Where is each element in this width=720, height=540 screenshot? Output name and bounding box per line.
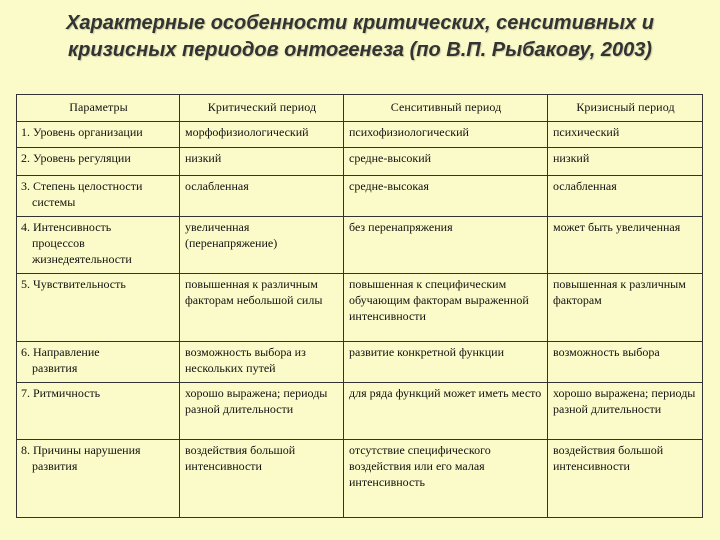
crisis-cell: низкий [548,148,703,176]
slide-title-line-2: кризисных периодов онтогенеза (по В.П. Рыбакову, 2003) [68,39,652,61]
row-parameter [17,122,180,148]
crisis-cell: психический [548,122,703,148]
crisis-cell: возможность выбора [548,342,703,383]
parameter-line: развития [32,361,78,375]
critical-cell: ослабленная [180,176,344,217]
crisis-cell: ослабленная [548,176,703,217]
parameter-line: 2. Уровень регуляции [21,151,131,165]
parameter-line: 5. Чувствительность [21,277,126,291]
parameter-line: жизнедеятельности [32,252,132,266]
critical-cell: хорошо выражена; периоды разной длительности [180,383,344,440]
row-parameter [17,342,180,383]
table-header-row [17,95,703,122]
header-parameters: Параметры [17,95,180,122]
critical-cell: низкий [180,148,344,176]
comparison-table [16,94,703,518]
table-row [17,176,703,217]
crisis-cell: воздействия большой интенсивности [548,440,703,518]
sensitive-cell: без перенапряжения [344,217,548,274]
header-crisis-period: Кризисный период [548,95,703,122]
parameter-line: 4. Интенсивность [21,220,112,234]
sensitive-cell: для ряда функций может иметь место [344,383,548,440]
parameter-line: процессов [32,236,85,250]
crisis-cell: хорошо выражена; периоды разной длительности [548,383,703,440]
sensitive-cell: повышенная к специфическим обучающим факторам выраженной интенсивности [344,274,548,342]
table-row [17,342,703,383]
critical-cell: повышенная к различным факторам небольшой силы [180,274,344,342]
parameter-line: развития [32,459,78,473]
table-row [17,148,703,176]
sensitive-cell: психофизиологический [344,122,548,148]
table-row [17,383,703,440]
sensitive-cell: средне-высокий [344,148,548,176]
slide-title-line-1: Характерные особенности критических, сенситивных и [66,12,654,34]
sensitive-cell: средне-высокая [344,176,548,217]
critical-cell: морфофизиологический [180,122,344,148]
critical-cell: воздействия большой интенсивности [180,440,344,518]
parameter-line: 6. Направление [21,345,100,359]
sensitive-cell: развитие конкретной функции [344,342,548,383]
parameter-line: системы [32,195,76,209]
slide-title [0,10,720,64]
row-parameter [17,383,180,440]
row-parameter [17,274,180,342]
header-critical-period: Критический период [180,95,344,122]
crisis-cell: может быть увеличенная [548,217,703,274]
row-parameter [17,148,180,176]
parameter-line: 7. Ритмичность [21,386,101,400]
table-row [17,274,703,342]
row-parameter [17,440,180,518]
row-parameter [17,176,180,217]
parameter-line: 3. Степень целостности [21,179,143,193]
sensitive-cell: отсутствие специфического воздействия или его малая интенсивность [344,440,548,518]
parameter-line: 1. Уровень организации [21,125,143,139]
crisis-cell: повышенная к различным факторам [548,274,703,342]
critical-cell: увеличенная (перенапряжение) [180,217,344,274]
parameter-line: 8. Причины нарушения [21,443,141,457]
table-row [17,440,703,518]
critical-cell: возможность выбора из нескольких путей [180,342,344,383]
table-row [17,122,703,148]
table-row [17,217,703,274]
header-sensitive-period: Сенситивный период [344,95,548,122]
row-parameter [17,217,180,274]
